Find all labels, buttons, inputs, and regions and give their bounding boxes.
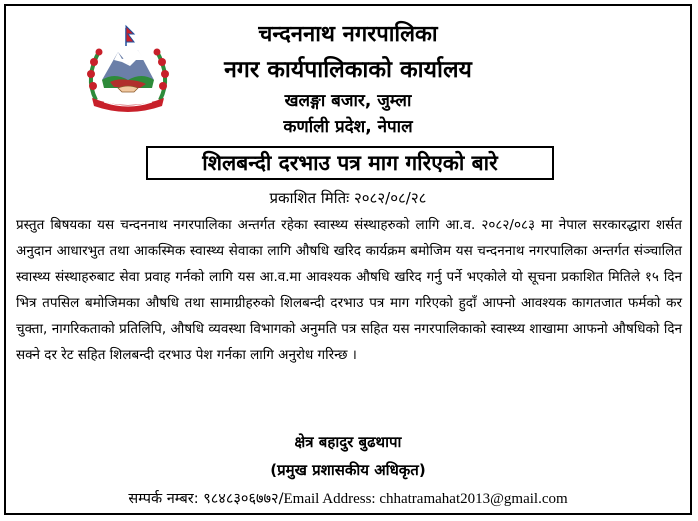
province-name: कर्णाली प्रदेश, नेपाल	[283, 117, 413, 137]
signatory-name: क्षेत्र बहादुर बुढथापा	[294, 433, 402, 451]
published-date: प्रकाशित मितिः २०८२/०८/२८	[269, 189, 427, 207]
signatory-designation: (प्रमुख प्रशासकीय अधिकृत)	[270, 461, 426, 479]
contact-line	[6, 488, 690, 508]
municipality-name: चन्दननाथ नगरपालिका	[258, 22, 438, 47]
contact-email[interactable]: Email Address: chhatramahat2013@gmail.com	[283, 491, 568, 507]
notice-frame	[4, 4, 692, 515]
notice-title: शिलबन्दी दरभाउ पत्र माग गरिएको बारे	[146, 146, 554, 180]
notice-body: प्रस्तुत बिषयका यस चन्दननाथ नगरपालिका अन्तर्गत रहेका स्वास्थ्य संस्थाहरुको लागि आ.व. २०८२/०८३ मा नेपाल सरकारद्धारा शर्सत अनुदान आधारभुत तथा आकस्मिक स्वास्थ्य सेवाका लागि औषधि खरिद कार्यक्रम बमोजिम यस चन्दननाथ नगरपालिका अन्तर्गत संञ्चालित स्वास्थ्य संस्थाहरुबाट सेवा प्रवाह गर्नको लागि यस आ.व.मा आवश्यक औषधि खरिद गर्नु पर्ने भएकोले यो सूचना प्रकाशित मितिले १५ दिन भित्र तपसिल बमोजिमका औषधि तथा सामाग्रीहरुको शिलबन्दी दरभाउ पत्र माग गरिएको हुदाँ आफ्नो आवश्यक कागतजात फर्मको कर चुक्ता, नागरिकताको प्रतिलिपि, औषधि व्यवस्था विभागको अनुमति पत्र सहित यस नगरपालिकाको स्वास्थ्य शाखामा आफनो औषधिको दिन सक्ने दर रेट सहित शिलबन्दी दरभाउ पेश गर्नका लागि अनुरोध गरिन्छ ।	[16, 217, 683, 363]
office-address: खलङ्गा बजार, जुम्ला	[284, 91, 412, 111]
office-name: नगर कार्यपालिकाको कार्यालय	[224, 57, 472, 83]
contact-phone: सम्पर्क नम्बर: ९८४८३०६७७२/	[128, 491, 284, 507]
